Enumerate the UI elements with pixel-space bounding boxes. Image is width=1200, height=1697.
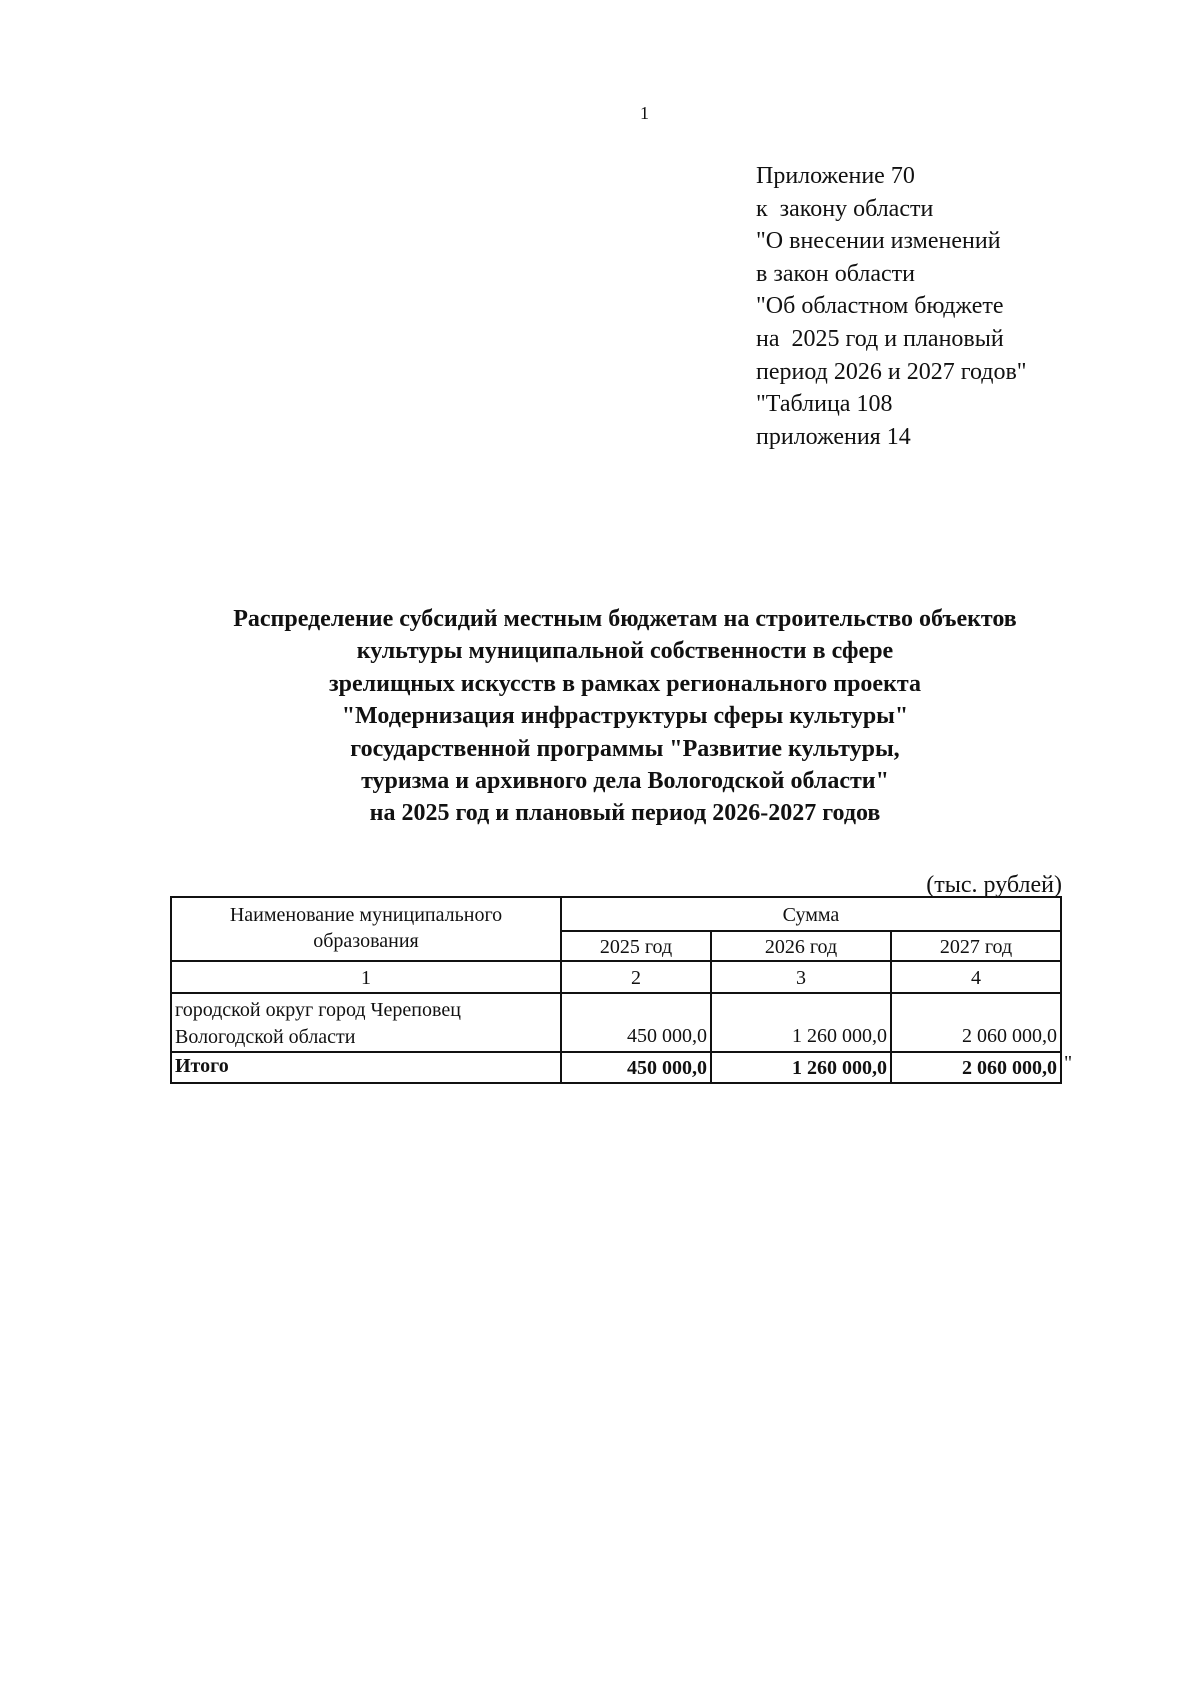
closing-quote-mark: " (1064, 1052, 1073, 1074)
header-year-2027: 2027 год (891, 931, 1061, 961)
title-line: Распределение субсидий местным бюджетам на строительство объектов (233, 606, 1017, 632)
total-label: Итого (171, 1052, 561, 1083)
appendix-line: "Таблица 108 (756, 391, 893, 418)
value-2027: 2 060 000,0 (891, 993, 1061, 1052)
title-line: государственной программы "Развитие культуры, (350, 735, 900, 762)
appendix-line: в закон области (756, 260, 915, 287)
appendix-line: период 2026 и 2027 годов" (756, 358, 1027, 385)
appendix-line: к закону области (756, 195, 934, 222)
total-2026: 1 260 000,0 (711, 1052, 891, 1083)
total-2025: 450 000,0 (561, 1052, 711, 1083)
column-number: 1 (171, 961, 561, 993)
header-year-2026: 2026 год (711, 931, 891, 961)
column-number-row (171, 961, 1061, 993)
page-number: 1 (640, 103, 649, 123)
column-number: 2 (561, 961, 711, 993)
title-line: туризма и архивного дела Вологодской области" (361, 768, 889, 795)
title-line: "Модернизация инфраструктуры сферы культуры" (341, 703, 909, 730)
total-row (171, 1052, 1061, 1083)
municipality-name: городской округ город Череповец Вологодской области (171, 993, 561, 1052)
appendix-line: на 2025 год и плановый (756, 325, 1004, 352)
appendix-line: приложения 14 (756, 423, 911, 450)
total-2027: 2 060 000,0 (891, 1052, 1061, 1083)
table-header-row (171, 897, 1061, 931)
header-sum: Сумма (561, 897, 1061, 931)
title-line: на 2025 год и плановый период 2026-2027 годов (369, 800, 881, 827)
value-2026: 1 260 000,0 (711, 993, 891, 1052)
table-row (171, 993, 1061, 1052)
subsidy-table (170, 896, 1062, 1084)
header-municipality: Наименование муниципального образования (171, 897, 561, 961)
header-year-2025: 2025 год (561, 931, 711, 961)
column-number: 4 (891, 961, 1061, 993)
appendix-line: "Об областном бюджете (756, 293, 1004, 320)
appendix-reference (756, 160, 1027, 453)
appendix-line: "О внесении изменений (756, 228, 1001, 255)
appendix-line: Приложение 70 (756, 163, 915, 189)
title-line: культуры муниципальной собственности в сфере (356, 638, 894, 665)
document-title (150, 603, 1100, 830)
title-line: зрелищных искусств в рамках регионального проекта (329, 670, 921, 697)
value-2025: 450 000,0 (561, 993, 711, 1052)
unit-label: (тыс. рублей) (926, 872, 1062, 898)
column-number: 3 (711, 961, 891, 993)
